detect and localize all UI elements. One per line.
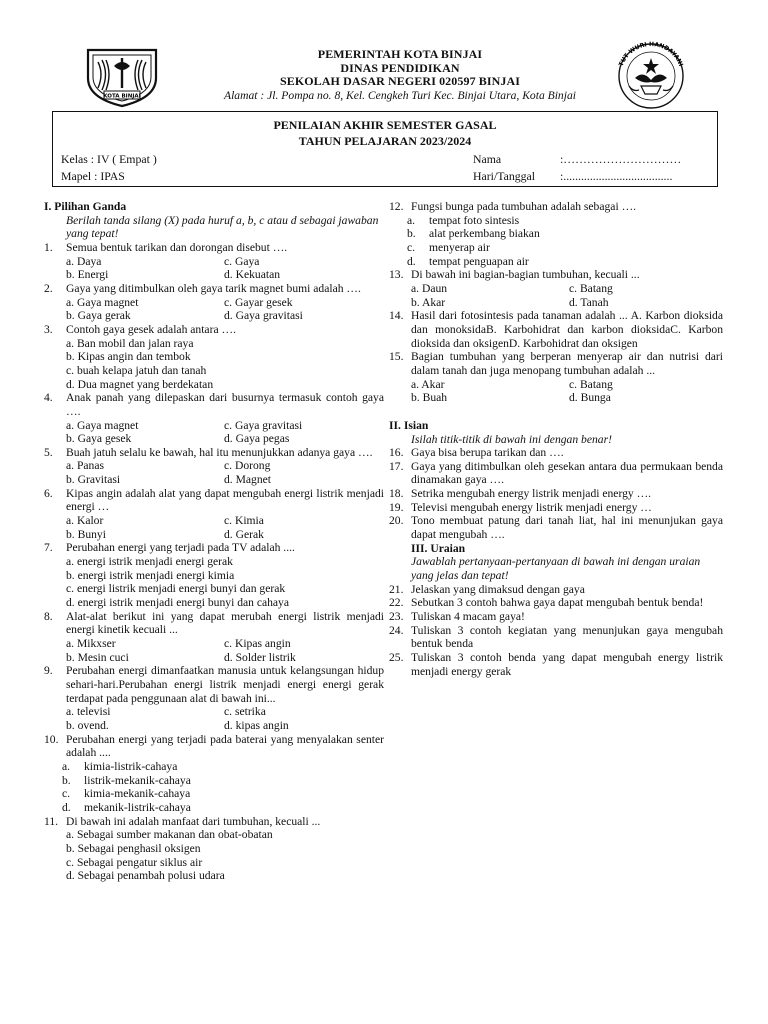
answer-option[interactable]: a. Daun	[411, 281, 448, 295]
answer-option[interactable]	[44, 801, 384, 815]
option-text: tempat penguapan air	[429, 254, 529, 268]
question-text: Hasil dari fotosintesis pada tanaman adalah ... A. Karbon dioksida dan monoksidaB. Karbohidrat dan karbon dioksidaC. Karbon dioksida dan oksigenD. Karbohidrat dan oksigen	[411, 309, 723, 350]
question-13	[389, 268, 723, 282]
answer-option[interactable]: c. Batang	[569, 377, 613, 391]
answer-option[interactable]: a. Panas	[66, 459, 104, 473]
option-letter: a.	[407, 213, 416, 227]
question-number: 25.	[389, 651, 404, 664]
question-12	[389, 200, 723, 214]
question-number: 16.	[389, 446, 404, 460]
section-1-instruction: Berilah tanda silang (X) pada huruf a, b, c atau d sebagai jawaban yang tepat!	[66, 213, 379, 241]
logo-left-text: KOTA BINJAI	[103, 93, 141, 100]
question-14	[389, 309, 723, 350]
nama-value[interactable]: :…………………………	[560, 152, 682, 166]
answer-options	[389, 282, 723, 309]
answer-option[interactable]: a. Daya	[66, 254, 102, 268]
answer-option[interactable]	[44, 760, 384, 774]
answer-option[interactable]: b. energi istrik menjadi energi kimia	[66, 568, 235, 582]
question-text: Semua bentuk tarikan dan dorongan disebut ….	[66, 240, 288, 254]
question-15	[389, 350, 723, 377]
option-text: menyerap air	[429, 240, 490, 254]
question-3	[44, 323, 384, 337]
question-22	[389, 596, 723, 610]
header-line-2: DINAS PENDIDIKAN	[340, 60, 460, 75]
answer-option[interactable]: a. Mikxser	[66, 637, 116, 650]
exam-info-box	[52, 111, 718, 187]
answer-option[interactable]: a. Kalor	[66, 514, 104, 528]
hari-tanggal-label: Hari/Tanggal	[473, 169, 536, 183]
question-4	[44, 391, 384, 418]
question-text: Perubahan energi yang terjadi pada TV adalah ....	[66, 541, 295, 555]
question-text: Fungsi bunga pada tumbuhan adalah sebagai ….	[411, 200, 637, 213]
question-text: Gaya yang ditimbulkan oleh gesekan antara dua permukaan benda dinamakan gaya ….	[411, 459, 723, 487]
header-line-3: SEKOLAH DASAR NEGERI 020597 BINJAI	[279, 74, 521, 89]
question-17	[389, 460, 723, 487]
answer-option[interactable]: d. Gaya pegas	[224, 432, 290, 446]
left-column	[44, 200, 384, 883]
answer-option[interactable]: a. televisi	[66, 705, 111, 719]
answer-option[interactable]: d. Dua magnet yang berdekatan	[66, 377, 214, 391]
question-number: 5.	[44, 445, 53, 459]
answer-options	[44, 296, 384, 323]
answer-option[interactable]: a. Sebagai sumber makanan dan obat-obatan	[66, 828, 273, 842]
option-text: listrik-mekanik-cahaya	[84, 773, 191, 787]
answer-option[interactable]: b. Akar	[411, 295, 446, 309]
exam-title	[53, 117, 717, 149]
header-line-1: PEMERINTAH KOTA BINJAI	[317, 47, 483, 61]
answer-options	[389, 378, 723, 405]
answer-option[interactable]: d. Kekuatan	[224, 268, 281, 282]
question-number: 19.	[389, 500, 404, 514]
question-7	[44, 541, 384, 555]
question-18	[389, 487, 723, 501]
nama-label: Nama	[473, 152, 502, 166]
isian-list	[389, 446, 723, 542]
question-number: 3.	[44, 322, 53, 336]
question-20	[389, 514, 723, 541]
question-number: 11.	[44, 814, 59, 828]
answer-option[interactable]: b. Mesin cuci	[66, 650, 129, 664]
section-2-instruction: Isilah titik-titik di bawah ini dengan benar!	[411, 432, 612, 446]
question-text: Di bawah ini bagian-bagian tumbuhan, kecuali ...	[411, 268, 640, 282]
question-text: Tuliskan 3 contoh kegiatan yang menunjukan gaya mengubah bentuk benda	[411, 623, 723, 651]
answer-options	[44, 459, 384, 486]
answer-option[interactable]: d. Solder listrik	[224, 650, 296, 664]
section-2-title: II. Isian	[389, 418, 429, 432]
answer-option[interactable]: c. Gaya gravitasi	[224, 418, 303, 432]
answer-option[interactable]	[389, 227, 723, 241]
answer-option[interactable]: b. Gaya gesek	[66, 432, 132, 446]
answer-option[interactable]: c. Gayar gesek	[224, 295, 293, 309]
kota-binjai-emblem-icon	[84, 44, 160, 108]
question-text: Anak panah yang dilepaskan dari busurnya termasuk contoh gaya ….	[66, 391, 384, 418]
option-text: kimia-mekanik-cahaya	[84, 787, 191, 801]
answer-option[interactable]: c. setrika	[224, 705, 266, 719]
question-text: Alat-alat berikut ini yang dapat merubah energi listrik menjadi energi kinetik kecuali ...	[66, 609, 384, 637]
question-1	[44, 241, 384, 255]
answer-option[interactable]: c. Sebagai pengatur siklus air	[66, 855, 203, 869]
question-number: 15.	[389, 350, 404, 364]
answer-options	[44, 255, 384, 282]
question-16	[389, 446, 723, 460]
question-text: Di bawah ini adalah manfaat dari tumbuhan, kecuali ...	[66, 814, 321, 828]
question-text: Gaya bisa berupa tarikan dan ….	[411, 446, 564, 460]
question-21	[389, 583, 723, 597]
question-number: 23.	[389, 610, 404, 624]
question-number: 6.	[44, 486, 53, 500]
answer-options	[44, 705, 384, 732]
question-9	[44, 664, 384, 705]
question-number: 12.	[389, 200, 404, 213]
question-text: Gaya yang ditimbulkan oleh gaya tarik magnet bumi adalah ….	[66, 281, 361, 295]
question-text: Tuliskan 3 contoh benda yang dapat mengubah energy listrik menjadi energy gerak	[411, 651, 723, 678]
question-number: 24.	[389, 623, 404, 637]
answer-option[interactable]: d. kipas angin	[224, 718, 289, 732]
question-text: Sebutkan 3 contoh bahwa gaya dapat mengubah bentuk benda!	[411, 596, 704, 610]
kelas-field: Kelas : IV ( Empat )	[61, 152, 157, 166]
question-text: Perubahan energi dimanfaatkan manusia untuk kelangsungan hidup sehari-hari.Perubahan energi listrik menjadi energi energi gerak terdapat pada penggunaan alat di bawah ini...	[66, 664, 384, 705]
exam-title-line-2: TAHUN PELAJARAN 2023/2024	[298, 134, 472, 148]
answer-option[interactable]: a. Ban mobil dan jalan raya	[66, 336, 194, 350]
option-letter: a.	[62, 759, 71, 773]
right-column	[389, 200, 723, 678]
answer-option[interactable]: b. Buah	[411, 391, 448, 405]
question-number: 1.	[44, 240, 53, 254]
option-text: alat perkembang biakan	[429, 227, 540, 241]
hari-tanggal-value[interactable]: :.....................................	[560, 169, 673, 183]
answer-option[interactable]: c. Batang	[569, 281, 613, 295]
answer-option[interactable]: a. Gaya magnet	[66, 418, 139, 432]
exam-title-line-1: PENILAIAN AKHIR SEMESTER GASAL	[273, 118, 497, 132]
answer-option[interactable]: c. energi listrik menjadi energi bunyi dan gerak	[66, 582, 286, 596]
answer-option[interactable]: b. Energi	[66, 268, 109, 282]
question-text: Tuliskan 4 macam gaya!	[411, 610, 525, 624]
answer-option[interactable]: b. Sebagai penghasil oksigen	[66, 841, 201, 855]
question-text: Kipas angin adalah alat yang dapat mengubah energi listrik menjadi energi …	[66, 486, 384, 514]
question-text: Tono membuat patung dari tanah liat, hal ini menunjukan gaya dapat mengubah ….	[411, 514, 723, 542]
answer-option[interactable]: d. Bunga	[569, 391, 611, 405]
answer-option[interactable]	[44, 787, 384, 801]
question-number: 10.	[44, 732, 59, 746]
question-number: 17.	[389, 459, 404, 473]
section-3-title: III. Uraian	[411, 541, 466, 555]
question-list-left	[44, 241, 384, 883]
question-number: 13.	[389, 268, 404, 282]
option-letter: b.	[407, 227, 416, 241]
question-number: 21.	[389, 582, 404, 596]
option-text: kimia-listrik-cahaya	[84, 759, 178, 773]
question-text: Televisi mengubah energy listrik menjadi energy …	[411, 500, 652, 514]
answer-option[interactable]	[389, 214, 723, 228]
answer-option[interactable]: b. Gravitasi	[66, 473, 121, 487]
answer-option[interactable]: c. Kimia	[224, 514, 264, 528]
answer-options	[44, 637, 384, 664]
answer-option[interactable]	[389, 241, 723, 255]
question-text: Buah jatuh selalu ke bawah, hal itu menunjukkan adanya gaya ….	[66, 445, 373, 459]
answer-option[interactable]: b. ovend.	[66, 718, 109, 732]
question-5	[44, 446, 384, 460]
uraian-list	[389, 583, 723, 679]
answer-option[interactable]: d. energi istrik menjadi energi bunyi dan cahaya	[66, 596, 290, 610]
question-number: 18.	[389, 487, 404, 501]
answer-option[interactable]: d. Gerak	[224, 527, 264, 541]
question-text: Bagian tumbuhan yang berperan menyerap air dan nutrisi dari dalam tanah dan juga menopang tumbuhan adalah ...	[411, 350, 723, 377]
answer-option[interactable]: d. Gaya gravitasi	[224, 309, 303, 323]
question-text: Contoh gaya gesek adalah antara ….	[66, 322, 236, 336]
question-number: 2.	[44, 281, 53, 295]
answer-option[interactable]: a. Akar	[411, 377, 445, 391]
mapel-field: Mapel : IPAS	[61, 169, 125, 183]
answer-option[interactable]: b. Gaya gerak	[66, 309, 131, 323]
answer-options	[44, 419, 384, 446]
section-1-title: I. Pilihan Ganda	[44, 200, 127, 213]
option-letter: c.	[62, 787, 71, 801]
question-8	[44, 610, 384, 637]
school-address: Alamat : Jl. Pompa no. 8, Kel. Cengkeh Turi Kec. Binjai Utara, Kota Binjai	[224, 88, 576, 102]
answer-option[interactable]: c. Gaya	[224, 254, 260, 268]
question-6	[44, 487, 384, 514]
question-11	[44, 815, 384, 829]
answer-option[interactable]: c. buah kelapa jatuh dan tanah	[66, 363, 207, 377]
answer-option[interactable]: b. Bunyi	[66, 527, 106, 541]
question-number: 8.	[44, 609, 53, 623]
tut-wuri-handayani-logo-icon	[611, 40, 691, 110]
answer-options	[44, 514, 384, 541]
answer-option[interactable]: d. Tanah	[569, 295, 609, 309]
logo-right-text: TUT WURI HANDAYANI	[617, 40, 685, 68]
question-24	[389, 624, 723, 651]
question-number: 14.	[389, 309, 404, 323]
answer-option[interactable]: a. Gaya magnet	[66, 295, 139, 309]
answer-option[interactable]: d. Magnet	[224, 473, 272, 487]
question-list-right	[389, 200, 723, 405]
section-3-instruction: Jawablah pertanyaan-pertanyaan di bawah ini dengan uraian yang jelas dan tepat!	[411, 555, 701, 583]
answer-option[interactable]: c. Dorong	[224, 459, 271, 473]
question-text: Jelaskan yang dimaksud dengan gaya	[411, 582, 585, 596]
question-25	[389, 651, 723, 678]
answer-option[interactable]	[389, 255, 723, 269]
question-19	[389, 501, 723, 515]
answer-option[interactable]: c. Kipas angin	[224, 637, 291, 650]
option-text: mekanik-listrik-cahaya	[84, 800, 191, 814]
question-number: 9.	[44, 664, 53, 678]
option-text: tempat foto sintesis	[429, 213, 520, 227]
question-10	[44, 733, 384, 760]
option-letter: d.	[407, 254, 416, 268]
option-letter: c.	[407, 240, 416, 254]
question-number: 22.	[389, 596, 404, 610]
school-header	[150, 48, 650, 102]
option-letter: b.	[62, 773, 71, 787]
question-number: 4.	[44, 391, 53, 405]
answer-option[interactable]: b. Kipas angin dan tembok	[66, 350, 191, 364]
question-23	[389, 610, 723, 624]
answer-option[interactable]: a. energi istrik menjadi energi gerak	[66, 555, 233, 569]
option-letter: d.	[62, 800, 71, 814]
question-number: 20.	[389, 514, 404, 528]
question-number: 7.	[44, 541, 53, 555]
answer-option[interactable]: d. Sebagai penambah polusi udara	[66, 869, 225, 883]
answer-option[interactable]	[44, 774, 384, 788]
question-text: Setrika mengubah energy listrik menjadi energy ….	[411, 487, 652, 501]
question-2	[44, 282, 384, 296]
question-text: Perubahan energi yang terjadi pada baterai yang menyalakan senter adalah ....	[66, 732, 384, 760]
